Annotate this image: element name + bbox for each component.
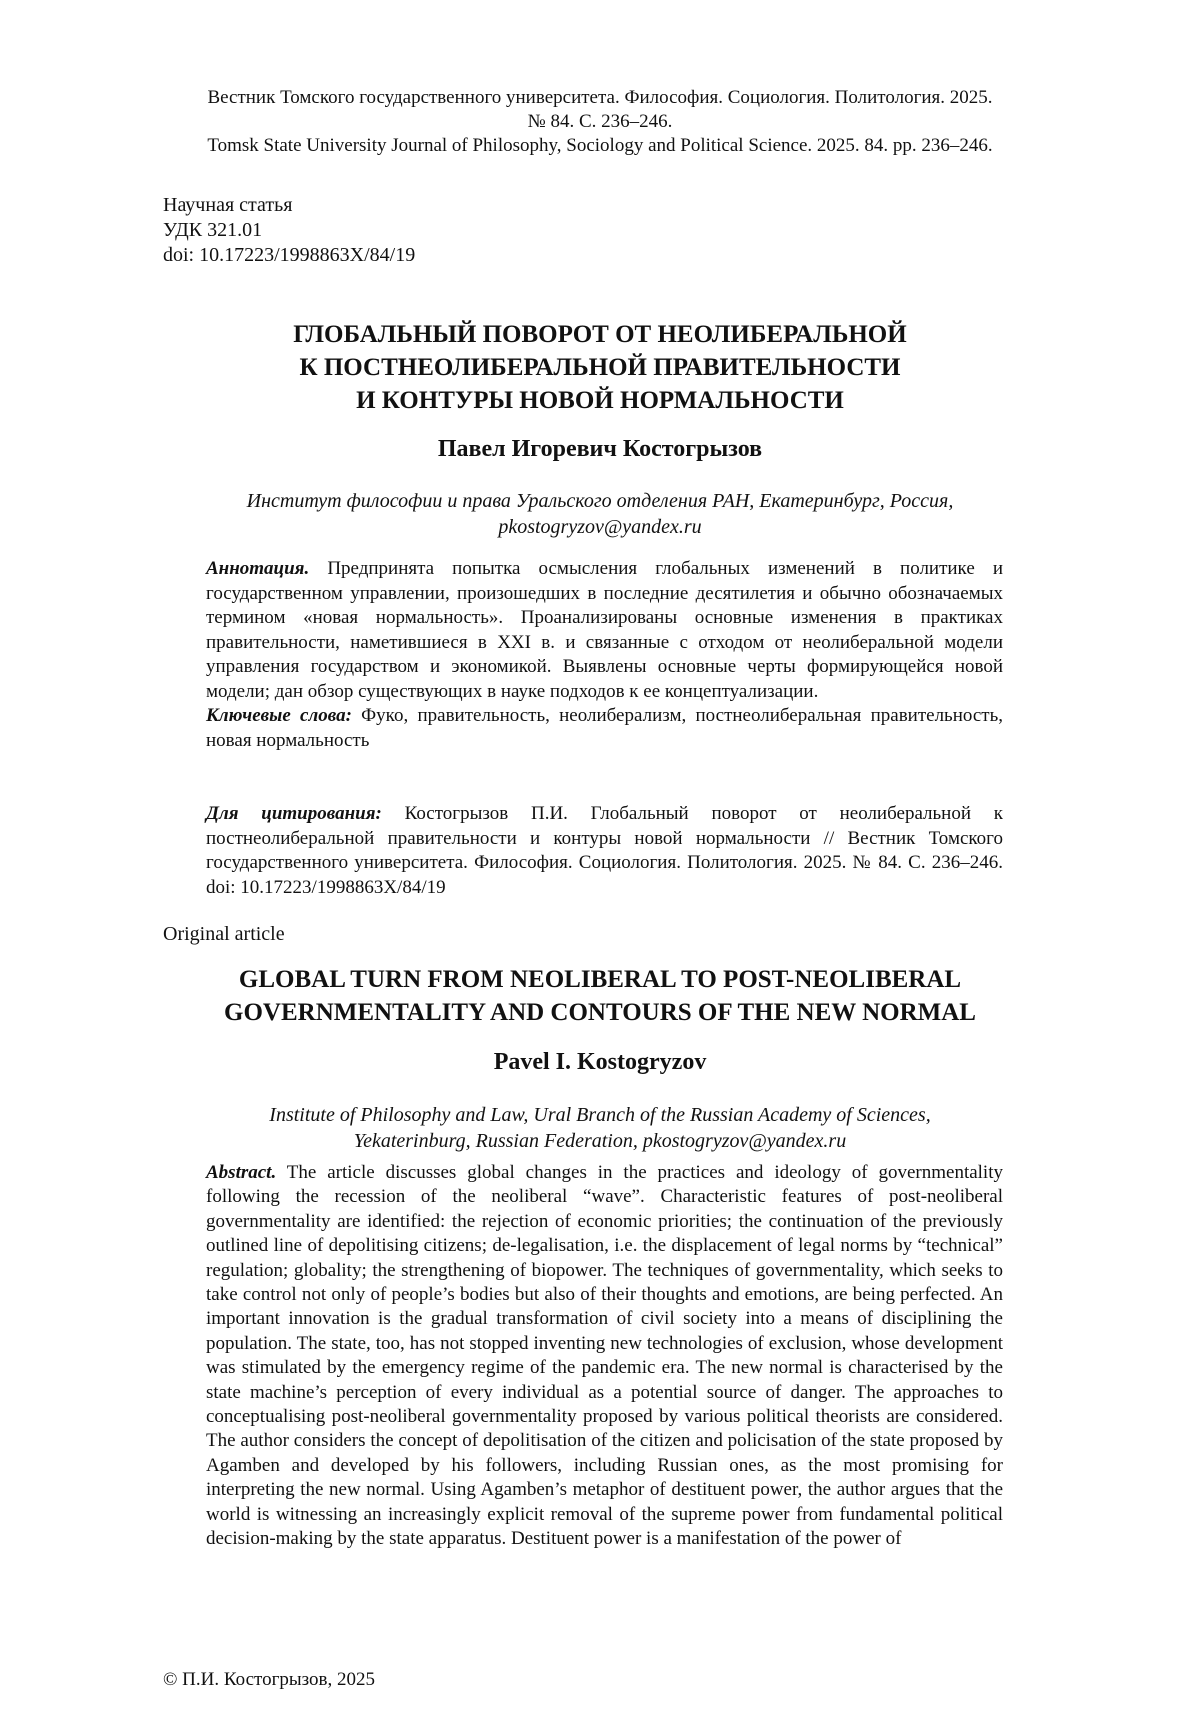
ru-title-line: И КОНТУРЫ НОВОЙ НОРМАЛЬНОСТИ — [356, 387, 844, 414]
en-title-line: GOVERNMENTALITY AND CONTOURS OF THE NEW NORMAL — [224, 999, 976, 1026]
ru-keywords-text: Фуко, правительность, неолиберализм, постнеолиберальная правительность, новая нормальность — [206, 705, 1004, 751]
en-affiliation-line1: Institute of Philosophy and Law, Ural Branch of the Russian Academy of Sciences, — [269, 1104, 931, 1126]
en-abstract-label: Abstract. — [206, 1162, 277, 1183]
article-type-ru: Научная статья — [163, 194, 293, 216]
ru-title — [150, 318, 1050, 417]
copyright: © П.И. Костогрызов, 2025 — [163, 1669, 375, 1690]
journal-ru-line2: № 84. С. 236–246. — [527, 111, 673, 132]
en-title-line: GLOBAL TURN FROM NEOLIBERAL TO POST-NEOLIBERAL — [238, 966, 962, 993]
ru-affiliation — [190, 488, 1010, 540]
ru-abstract-paragraph — [206, 557, 1003, 704]
ru-keywords-label: Ключевые слова: — [206, 705, 352, 726]
en-author: Pavel I. Kostogryzov — [493, 1049, 707, 1075]
ru-title-line: ГЛОБАЛЬНЫЙ ПОВОРОТ ОТ НЕОЛИБЕРАЛЬНОЙ — [293, 321, 907, 348]
ru-keywords — [206, 704, 1003, 753]
en-abstract-text: The article discusses global changes in the practices and ideology of governmentality following the recession of the neoliberal “wave”. Characteristic features of post-neoliberal governmentality are identified: the rejection of economic priorities; the continuation of the previously outlined line of depolitising citizens; de-legalisation, i.e. the displacement of legal norms by “technical” regulation; globality; the strengthening of biopower. The techniques of governmentality, which seeks to take control not only of people’s bodies but also of their thoughts and emotions, are being perfected. An important innovation is the gradual transformation of civil society into a means of disciplining the population. The state, too, has not stopped inventing new technologies of exclusion, whose development was stimulated by the emergency regime of the pandemic era. The new normal is characterised by the state machine’s perception of every individual as a potential source of danger. The approaches to conceptualising post-neoliberal governmentality proposed by various political theorists are considered. The author considers the concept of depolitisation of the citizen and policisation of the state proposed by Agamben and developed by his followers, including Russian ones, as the most promising for interpreting the new normal. Using Agamben’s metaphor of destituent power, the author argues that the world is witnessing an increasingly explicit removal of the supreme power from fundamental political decision-making by the state apparatus. Destituent power is a manifestation of the power of — [206, 1162, 1003, 1550]
ru-email[interactable]: pkostogryzov@yandex.ru — [498, 516, 702, 538]
journal-header — [150, 86, 1050, 158]
ru-citation-text: Костогрызов П.И. Глобальный поворот от неолиберальной к постнеолиберальной правительности и контуры новой нормальности // Вестник Томского государственного университета. Философия. Социология. Политология. 2025. № 84. С. 236–246. doi: 10.17223/1998863X/84/19 — [206, 803, 1004, 898]
ru-title-line: К ПОСТНЕОЛИБЕРАЛЬНОЙ ПРАВИТЕЛЬНОСТИ — [299, 354, 901, 381]
ru-affiliation-text: Институт философии и права Уральского отделения РАН, Екатеринбург, Россия, — [246, 490, 954, 512]
article-meta — [163, 193, 415, 268]
ru-author: Павел Игоревич Костогрызов — [437, 436, 763, 462]
article-type-en: Original article — [163, 923, 285, 945]
ru-abstract-label: Аннотация. — [206, 558, 310, 579]
journal-ru-line1: Вестник Томского государственного университета. Философия. Социология. Политология. 2025. — [207, 87, 993, 108]
en-title — [150, 963, 1050, 1029]
doi: doi: 10.17223/1998863X/84/19 — [163, 244, 416, 266]
en-affiliation-line2: Yekaterinburg, Russian Federation, pkostogryzov@yandex.ru — [353, 1130, 847, 1152]
en-affiliation — [190, 1102, 1010, 1154]
udk-code: УДК 321.01 — [163, 219, 263, 241]
ru-abstract-text: Предпринята попытка осмысления глобальных изменений в политике и государственном управлении, произошедших в последние десятилетия и обычно обозначаемых термином «новая нормальность». Проанализированы основные изменения в практиках правительности, наметившиеся в XXI в. и связанные с отходом от неолиберальной модели управления государством и экономикой. Выявлены основные черты формирующейся новой модели; дан обзор существующих в науке подходов к ее концептуализации. — [206, 558, 1003, 702]
ru-citation-label: Для цитирования: — [206, 803, 382, 824]
ru-abstract — [206, 557, 1003, 753]
journal-en-line: Tomsk State University Journal of Philosophy, Sociology and Political Science. 2025. 84. pp. 236–246. — [207, 135, 993, 156]
ru-citation — [206, 802, 1003, 900]
en-abstract — [206, 1161, 1003, 1552]
